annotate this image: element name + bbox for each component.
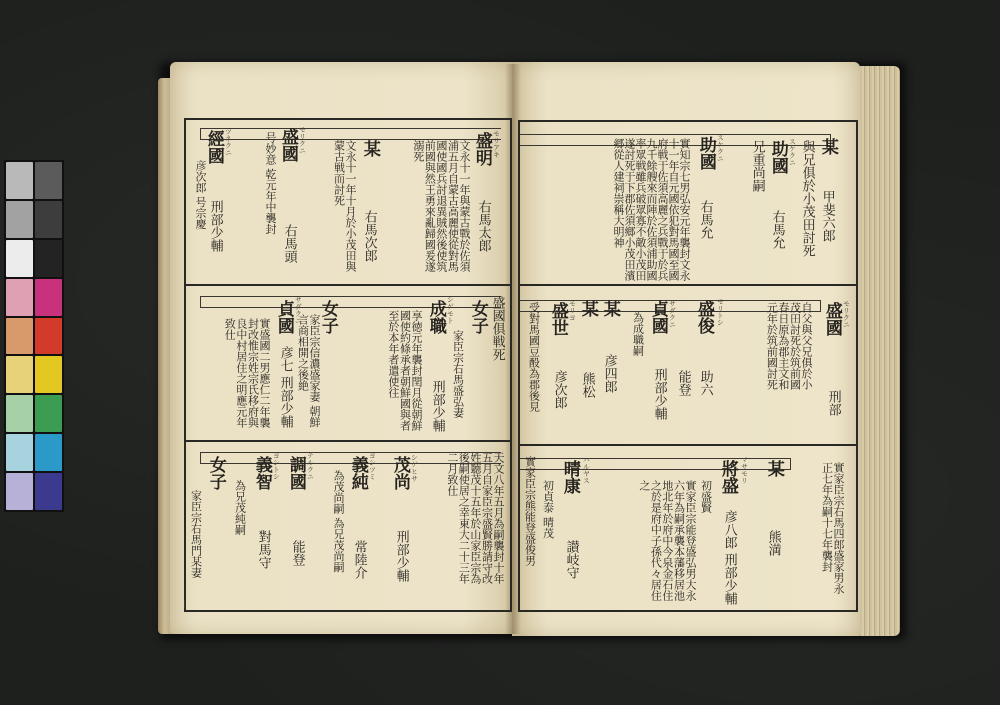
color-swatch xyxy=(6,279,33,316)
color-swatch xyxy=(35,356,62,393)
rm-c1-name: 盛國 xyxy=(821,302,842,336)
lb-c3-name: 義純 xyxy=(347,456,368,490)
lt-c3-ruby: モリクニ xyxy=(298,126,307,154)
lm-c4-name: 女子 xyxy=(317,300,338,334)
lt-c1-body: 文永十一年與蒙古戰於佐須浦五月自蒙古高麗使從對馬國使國兵討退異賊然後使筑前國與然王勇來亂歸國爰遂溺死 xyxy=(411,140,471,272)
lm-c3-title: 刑部少輔 xyxy=(429,380,445,432)
color-swatch xyxy=(35,279,62,316)
color-swatch xyxy=(6,201,33,238)
lb-c4-ruby: テルクニ xyxy=(306,452,315,480)
rm-c3-name: 盛俊 xyxy=(693,300,714,334)
rt-c1-title: 甲斐六郎 xyxy=(819,190,835,242)
rm-c3-title: 助六 xyxy=(697,370,713,396)
lb-c3-ruby: ヨシツミ xyxy=(368,452,377,480)
color-swatch xyxy=(35,162,62,199)
lt-c2-title: 右馬次郎 xyxy=(361,210,377,262)
color-swatch xyxy=(35,240,62,277)
lt-c4-name: 經國 xyxy=(203,130,224,164)
rm-c6-name: 某 xyxy=(577,300,598,317)
rb-c1-body: 實家臣宗右馬四郎盛家男永正七年為嗣十七年襲封 xyxy=(820,462,845,594)
color-swatch xyxy=(6,356,33,393)
rm-c7-body: 受對馬國豆酘為郡後見 xyxy=(527,302,541,412)
lt-c4-title: 刑部少輔 xyxy=(207,200,223,252)
rm-c7-title: 彦次郎 xyxy=(551,370,567,409)
lt-c4-ruby: ツネクニ xyxy=(224,128,233,156)
color-swatch xyxy=(6,240,33,277)
lt-c2-name: 某 xyxy=(359,140,380,157)
lb-c2-title: 刑部少輔 xyxy=(393,530,409,582)
color-swatch xyxy=(35,395,62,432)
rm-c1-ruby: モリクニ xyxy=(842,300,851,328)
color-swatch xyxy=(35,318,62,355)
right-divider-bottom xyxy=(518,444,856,446)
rm-c5-title: 彦四郎 xyxy=(601,354,617,393)
rm-c4-title: 刑部少輔 xyxy=(651,368,667,420)
lt-c4-body: 彦次郎 号宗慶 xyxy=(194,160,207,230)
rb-c2-name: 某 xyxy=(763,460,784,477)
rt-c3-title: 右馬允 xyxy=(697,200,713,239)
lb-c5-ruby: ヨシトシ xyxy=(272,452,281,480)
rb-c2-title: 熊満 xyxy=(765,530,781,556)
rt-c2-name: 助國 xyxy=(767,140,788,174)
rm-c7-ruby: モリヨ xyxy=(568,300,577,321)
rt-c3-ruby: スケクニ xyxy=(716,134,725,162)
lb-c6-body: 家臣宗右馬門某妻 xyxy=(189,490,203,578)
rb-c4-body: 實家臣宗能登盛弘男大永六年為嗣承襲本藩移居池地北年於府中今泉金石住之於是府中子孫代々居住之 xyxy=(637,480,697,601)
rb-c3-name: 將盛 xyxy=(717,460,738,494)
lm-c1-name: 盛國俱戦死 xyxy=(489,296,505,361)
rt-c2-ruby: スケクニ xyxy=(788,138,797,166)
lt-c1-name: 盛明 xyxy=(471,132,492,166)
right-divider-top xyxy=(518,284,856,286)
rt-c2-title: 右馬允 xyxy=(769,210,785,249)
lb-c3-title: 常陸介 xyxy=(351,540,367,579)
lm-c6-body: 實盛國二男應仁二年襲封改惟宗姓宗氏移府與良中村居住之明應元年致仕 xyxy=(223,318,271,428)
rm-c1-title: 刑部 xyxy=(825,390,841,416)
color-swatch xyxy=(6,395,33,432)
lb-c2-ruby: シゲヒサ xyxy=(410,454,419,482)
rb-c5-body: 初貞泰 晴茂 xyxy=(541,480,555,539)
rm-c7-name: 盛世 xyxy=(547,302,568,336)
lt-c2-body: 文永十一年十月於小茂田與蒙古戦而討死 xyxy=(332,140,357,272)
lb-c5-title: 對馬守 xyxy=(255,530,271,569)
rb-c6-body: 實家臣宗熊能登盛俊男 xyxy=(523,456,537,566)
lm-c3-name: 成職 xyxy=(425,300,446,334)
rt-c1-name: 某 xyxy=(817,138,838,155)
lm-c3-body: 享徳元年襲封閏月從朝鮮國使約條承者朝鮮國與者至於本年者遣使往 xyxy=(386,310,423,431)
color-swatch xyxy=(35,201,62,238)
color-swatch xyxy=(6,318,33,355)
lt-c3-name: 盛國 xyxy=(277,128,298,162)
lt-c3-title: 右馬頭 xyxy=(281,224,297,263)
rm-c3-ruby: モリトシ xyxy=(716,298,725,326)
lt-c1-title: 右馬太郎 xyxy=(475,200,491,252)
rt-c1-body: 與兄俱於小茂田討死 xyxy=(799,140,815,257)
lt-c3-body: 号妙意 乾元年中襲封 xyxy=(264,132,277,235)
lm-c5-name: 貞國 xyxy=(273,300,294,334)
lm-c2-name: 女子 xyxy=(467,300,488,334)
rm-c4-ruby: サダクニ xyxy=(668,300,677,328)
rb-c5-ruby: ハルヤス xyxy=(582,456,591,484)
rt-c4-body: 實知宗七男弘安元年襲封文永十一年自元國依犯對馬國至國府戦于佐須高麗之兵戰于於兵九千餘艘來而陣於佐須浦助國率眾戦雖兵破眾寡不敵小茂田遂討死于下郡佐須鄉小茂田濱郷從人建祠崇稱大明神 xyxy=(612,138,691,281)
lb-c4-title: 能登 xyxy=(289,540,305,566)
lb-c2-name: 茂尚 xyxy=(389,456,410,490)
lb-c5-name: 義智 xyxy=(251,456,272,490)
rm-c4-name: 貞國 xyxy=(647,300,668,334)
lm-c5-ruby: サダクニ xyxy=(294,296,303,324)
rt-c3-name: 助國 xyxy=(695,136,716,170)
color-swatch xyxy=(6,162,33,199)
color-checker xyxy=(4,160,64,512)
rm-c2-body: 自父與父兄俱於小茂田討死於筑前國春日原為郡主文和元年於筑前國討死 xyxy=(765,302,813,390)
lm-c2-body: 家臣宗右馬盛弘妻 xyxy=(451,330,465,418)
left-bottom-rule xyxy=(184,600,185,608)
left-middle-connector xyxy=(200,296,501,308)
rb-c5-name: 晴康 xyxy=(559,460,580,494)
color-swatch xyxy=(6,434,33,471)
lm-c5-title: 彦七 刑部少輔 xyxy=(277,346,293,429)
lb-c1-body: 天文八年五月為嗣襲封十年五月自家臣宗盛賢勝請守改姓聽茂十五年於山家臣宗為後嗣使居之幸東大二十三年二月致仕 xyxy=(445,452,505,584)
lb-c4-name: 調國 xyxy=(285,456,306,490)
left-divider-top xyxy=(184,284,510,286)
lb-c5-body: 為兄茂純嗣 xyxy=(233,480,247,535)
left-divider-bottom xyxy=(184,440,510,442)
rm-c5-name: 某 xyxy=(599,300,620,317)
color-swatch xyxy=(35,473,62,510)
rm-c6-title: 熊松 xyxy=(579,372,595,398)
rb-c3-title: 彦八郎 刑部少輔 xyxy=(721,510,737,606)
rb-c3-ruby: マサモリ xyxy=(740,456,749,484)
lb-c3-body: 為茂尚嗣 為兄茂尚嗣 xyxy=(332,470,345,573)
rm-c8-title: 能登 xyxy=(675,370,691,396)
lb-c6-name: 女子 xyxy=(205,456,226,490)
rb-c5-title: 讃岐守 xyxy=(563,540,579,579)
lt-c1-ruby: モリアキ xyxy=(492,130,501,158)
rt-c2-body: 兄重尚嗣 xyxy=(749,140,765,192)
rb-c3-body: 初盛賢 xyxy=(699,480,713,513)
rm-c4-body: 為成職嗣 xyxy=(631,312,645,356)
lm-c4-body: 家臣宗信濃盛家妻 朝鮮言商相開之後絶 xyxy=(296,314,321,428)
color-swatch xyxy=(35,434,62,471)
color-swatch xyxy=(6,473,33,510)
lm-c3-ruby: シゲモト xyxy=(446,296,455,324)
